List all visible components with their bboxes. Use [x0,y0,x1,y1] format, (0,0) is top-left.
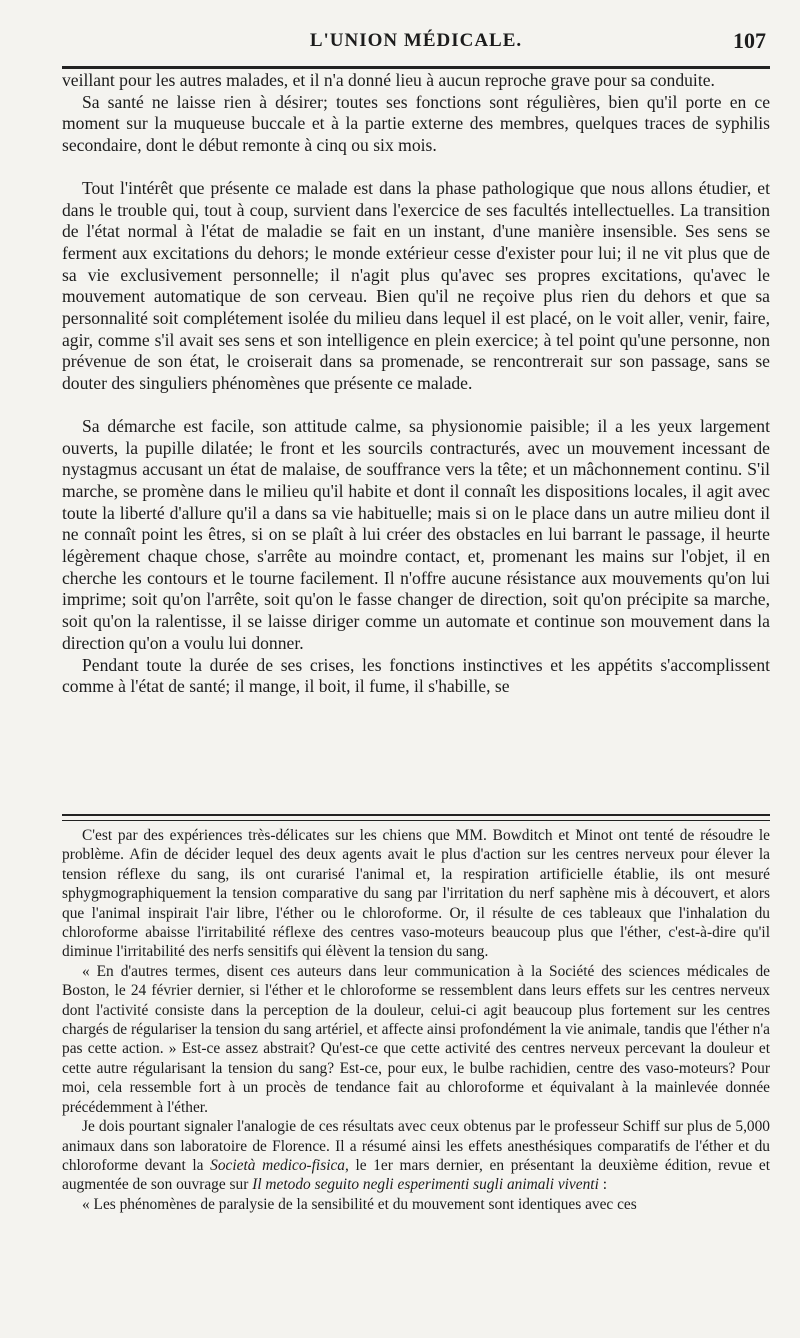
running-title: L'UNION MÉDICALE. [309,30,523,51]
paragraph: Sa démarche est facile, son attitude calme, sa physionomie paisible; il a les yeux largement ouverts, la pupille dilatée; le front et les sourcils contracturés, avec un mouvement incessant de nystagmus accusant un état de malaise, de souffrance vers la tête; et un mâchonnement continu. S'il marche, se promène dans le milieu qu'il habite et dont il connaît les dispositions locales, il agit avec toute la liberté d'allure qu'il a dans sa vie habituelle; mais si on le place dans un autre milieu dont il ne connaît point les êtres, si on se plaît à lui créer des obstacles en lui barrant le passage, il heurte légèrement chaque chose, s'arrête au moindre contact, et, promenant les mains sur l'objet, il en cherche les contours et le tourne facilement. Il n'offre aucune résistance aux mouvements qu'on lui imprime; soit qu'on l'arrête, soit qu'on le fasse changer de direction, soit qu'on précipite sa marche, soit qu'on la ralentisse, il se laisse diriger comme un automate et continue son mouvement dans la direction qu'on a voulu lui donner. [62,415,770,653]
paragraph: Tout l'intérêt que présente ce malade est dans la phase pathologique que nous allons étudier, et dans le trouble qui, tout à coup, survient dans l'exercice de ses facultés intellectuelles. La transition de l'état normal à l'état de maladie se fait en un instant, d'une manière insensible. Ses sens se ferment aux excitations du dehors; le monde extérieur cesse d'exister pour lui; il ne vit plus que de sa vie exclusivement personnelle; il n'agit plus qu'avec ses propres excitations, qu'avec le mouvement automatique de son cerveau. Bien qu'il ne reçoive plus rien du dehors et que sa personnalité soit complétement isolée du milieu dans lequel il est placé, on le voit aller, venir, faire, agir, comme s'il avait ses sens et son intelligence en plein exercice; à tel point qu'une personne, non prévenue de son état, le croiserait dans sa promenade, se rencontrerait sur son passage, sans se douter des singuliers phénomènes que présente ce malade. [62,177,770,394]
paragraph: Sa santé ne laisse rien à désirer; toutes ses fonctions sont régulières, bien qu'il porte en ce moment sur la muqueuse buccale et à la partie externe des membres, quelques traces de syphilis secondaire, dont le début remonte à cinq ou six mois. [62,91,770,156]
header-rule [62,66,770,69]
footnote-paragraph: « Les phénomènes de paralysie de la sensibilité et du mouvement sont identiques avec ces [82,1195,637,1213]
footnote-italic-text: Il metodo seguito negli esperimenti sugli animali viventi [252,1176,599,1194]
page-number: 107 [733,28,766,53]
footnotes [62,826,770,1214]
footnote-italic-text: Società medico-fisica [210,1156,345,1174]
main-text [62,70,770,698]
footnote-paragraph: C'est par des expériences très-délicates sur les chiens que MM. Bowditch et Minot ont tenté de résoudre le problème. Afin de décider lequel des deux agents avait le plus d'action sur les centres nerveux pour élever la tension réflexe du sang, ils ont curarisé l'animal et, la respiration artificielle établie, ils ont mesuré sphygmographiquement la tension comparative du sang par l'irritation du nerf saphène mis à découvert, et alors que l'animal inspirait l'air libre, l'éther ou le chloroforme. Or, il résulte de ces tableaux que l'inhalation du chloroforme abaisse l'irritabilité réflexe des centres vaso-moteurs beaucoup plus que l'éther, c'est-à-dire qu'il diminue l'irritabilité des nerfs sensitifs qui élèvent la tension du sang. [62,827,770,961]
footnote-rule [62,814,770,821]
footnote-paragraph: « En d'autres termes, disent ces auteurs dans leur communication à la Société des sciences médicales de Boston, le 24 février dernier, si l'éther et le chloroforme se ressemblent dans leurs effets sur les centres nerveux dont l'activité consiste dans la perception de la douleur, celui-ci agit beaucoup plus fortement sur les centres chargés de régulariser la tension du sang artériel, et affecte ainsi profondément la vie animale, tandis que l'éther n'a pas cette action. » Est-ce assez abstrait? Qu'est-ce que cette activité des centres nerveux percevant la douleur et cette autre régularisant la tension du sang? Est-ce, pour eux, le bulbe rachidien, centre des vaso-moteurs? Pour moi, cela ressemble fort à un procès de tendance fait au chloroforme et équivalant à la mainlevée donnée précédemment à l'éther. [62,962,770,1116]
page-header [62,26,770,60]
footnote-text: , le 1er mars dernier, en présentant la deuxième édition, revue et augmentée de son ouvrage sur [62,1156,770,1194]
paragraph: Pendant toute la durée de ses crises, les fonctions instinctives et les appétits s'accomplissent comme à l'état de santé; il mange, il boit, il fume, il s'habille, se [62,654,770,697]
footnote-paragraph [62,1117,770,1195]
footnote-text: : [598,1176,607,1194]
paragraph: veillant pour les autres malades, et il n'a donné lieu à aucun reproche grave pour sa conduite. [62,70,715,90]
footnote-text: Je dois pourtant signaler l'analogie de ces résultats avec ceux obtenus par le professeur Schiff sur plus de 5,000 animaux dans son laboratoire de Florence. Il a résumé ainsi les effets anesthésiques comparatifs de l'éther et du chloroforme devant la [62,1118,770,1174]
